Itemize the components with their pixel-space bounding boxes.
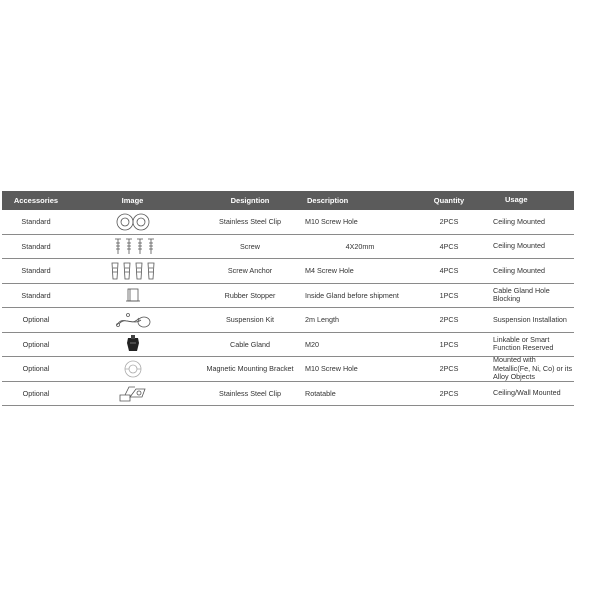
stainless-steel-clip-icon — [113, 212, 153, 232]
cell-designation: Screw — [240, 241, 260, 251]
rotatable-clip-icon — [117, 383, 149, 403]
table-row — [2, 382, 574, 407]
cable-gland-icon — [123, 334, 143, 354]
table-row — [2, 357, 574, 382]
cell-quantity: 4PCS — [439, 266, 459, 276]
table-row — [2, 235, 574, 260]
header-usage: Usage — [505, 195, 528, 205]
cell-usage: Ceiling Mounted — [493, 241, 545, 251]
cell-description: 4X20mm — [345, 241, 375, 251]
magnetic-bracket-icon — [121, 359, 145, 379]
screw-anchor-icon — [109, 261, 157, 281]
cell-designation: Cable Gland — [230, 339, 270, 349]
table-row — [2, 308, 574, 333]
header-designation: Designtion — [230, 196, 270, 205]
suspension-kit-icon — [113, 310, 153, 330]
cell-usage: Ceiling Mounted — [493, 265, 545, 275]
cell-description: M10 Screw Hole — [305, 217, 358, 227]
cell-accessories: Optional — [22, 364, 50, 374]
cell-quantity: 4PCS — [439, 241, 459, 251]
cell-usage: Linkable or Smart Function Reserved — [493, 334, 554, 353]
table-row — [2, 259, 574, 284]
table-header — [2, 191, 574, 210]
cell-usage: Ceiling Mounted — [493, 216, 545, 226]
cell-accessories: Optional — [22, 339, 50, 349]
accessories-table — [2, 191, 574, 406]
cell-quantity: 2PCS — [439, 315, 459, 325]
cell-usage: Cable Gland Hole Blocking — [493, 285, 550, 304]
cell-image — [70, 310, 195, 330]
cell-description: Rotatable — [305, 388, 336, 398]
cell-designation: Rubber Stopper — [224, 290, 276, 300]
table-row — [2, 210, 574, 235]
cell-description: Inside Gland before shipment — [305, 290, 399, 300]
table-row — [2, 284, 574, 309]
cell-accessories: Standard — [21, 266, 51, 276]
cell-quantity: 2PCS — [439, 217, 459, 227]
cell-designation: Screw Anchor — [227, 266, 273, 276]
cell-description: M4 Screw Hole — [305, 266, 354, 276]
cell-image — [70, 212, 195, 232]
cell-accessories: Standard — [21, 241, 51, 251]
cell-quantity: 2PCS — [439, 388, 459, 398]
cell-image — [70, 383, 195, 403]
cell-usage: Ceiling/Wall Mounted — [493, 388, 561, 398]
cell-accessories: Optional — [22, 388, 50, 398]
header-quantity: Quantity — [433, 196, 465, 205]
cell-description: 2m Length — [305, 315, 339, 325]
cell-quantity: 2PCS — [439, 364, 459, 374]
cell-usage: Mounted with Metallic(Fe, Ni, Co) or its Alloy Objects — [493, 355, 573, 381]
table-row — [2, 333, 574, 358]
screw-icon — [111, 236, 155, 256]
cell-image — [70, 334, 195, 354]
cell-description: M10 Screw Hole — [305, 364, 358, 374]
cell-quantity: 1PCS — [439, 339, 459, 349]
cell-image — [70, 236, 195, 256]
cell-accessories: Optional — [22, 315, 50, 325]
cell-accessories: Standard — [21, 290, 51, 300]
cell-designation: Suspension Kit — [226, 315, 274, 325]
cell-description: M20 — [305, 339, 319, 349]
cell-image — [70, 359, 195, 379]
cell-image — [70, 285, 195, 305]
cell-image — [70, 261, 195, 281]
header-description: Description — [307, 196, 349, 205]
header-accessories: Accessories — [13, 196, 59, 205]
cell-designation: Stainless Steel Clip — [219, 388, 281, 398]
cell-usage: Suspension Installation — [493, 314, 567, 324]
rubber-stopper-icon — [123, 285, 143, 305]
header-image: Image — [121, 196, 144, 205]
cell-accessories: Standard — [21, 217, 51, 227]
cell-designation: Magnetic Mounting Bracket — [206, 364, 294, 374]
cell-designation: Stainless Steel Clip — [219, 217, 281, 227]
cell-quantity: 1PCS — [439, 290, 459, 300]
